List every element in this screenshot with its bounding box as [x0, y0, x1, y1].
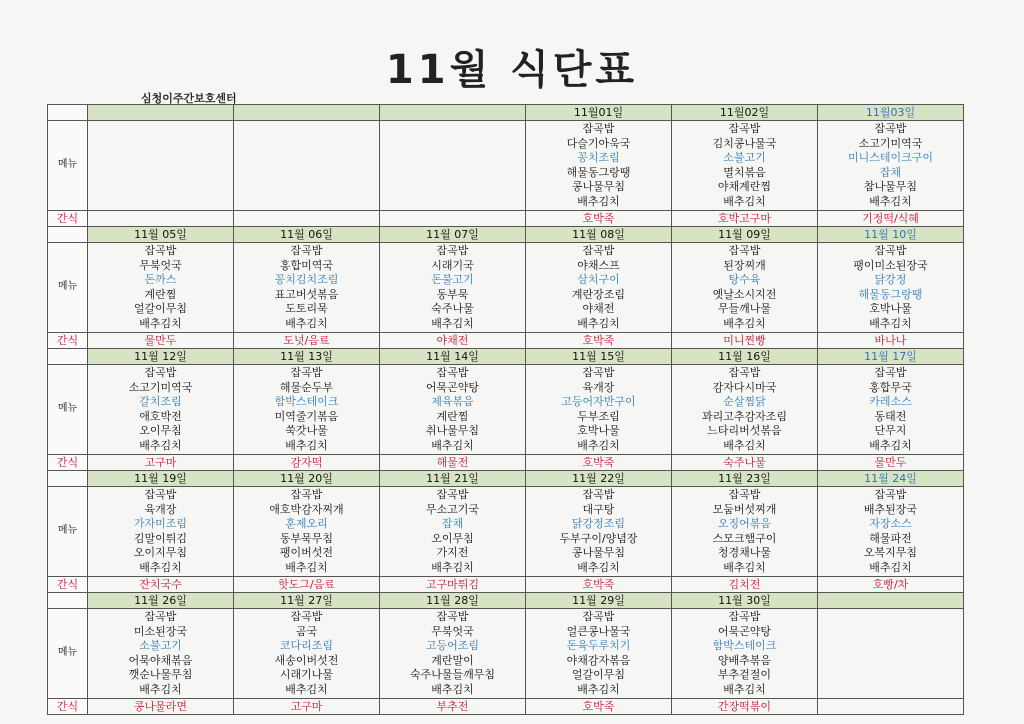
- dish-item: 팽이버섯전: [279, 546, 334, 560]
- dish-item: 삼치구이: [577, 273, 620, 287]
- menu-label: 메뉴: [48, 121, 88, 211]
- meal-table: [47, 104, 964, 715]
- dish-item: 모둠버섯찌개: [712, 502, 777, 516]
- dish-item: 잡곡밥: [874, 488, 907, 501]
- snack-row: [48, 333, 964, 349]
- dish-item: 갈치조림: [139, 395, 182, 409]
- day-menu: [672, 365, 818, 455]
- dish-item: 돈불고기: [431, 273, 474, 287]
- day-date: [818, 593, 964, 609]
- menu-row: [48, 609, 964, 699]
- dish-item: 미역줄기볶음: [274, 409, 339, 423]
- snack-row: [48, 211, 964, 227]
- snack-label: 간식: [48, 455, 88, 471]
- day-menu: [234, 609, 380, 699]
- dish-item: 대구탕: [582, 502, 615, 516]
- day-snack: [88, 211, 234, 227]
- day-snack: 호박죽: [526, 577, 672, 593]
- day-menu: [672, 121, 818, 211]
- day-menu: [818, 365, 964, 455]
- dish-item: 무들깨나물: [717, 302, 772, 316]
- dish-item: 느타리버섯볶음: [707, 424, 782, 438]
- day-menu: [672, 487, 818, 577]
- dish-item: 쑥갓나물: [285, 424, 328, 438]
- day-snack: 호박죽: [526, 211, 672, 227]
- day-date: 11월 26일: [88, 593, 234, 609]
- dish-item: 소불고기: [139, 639, 182, 653]
- snack-row: [48, 699, 964, 715]
- day-menu: [234, 365, 380, 455]
- day-date: 11월 16일: [672, 349, 818, 365]
- dish-item: 카레소스: [869, 395, 912, 409]
- dish-item: 새송이버섯전: [274, 653, 339, 667]
- dish-item: 가지전: [436, 546, 469, 560]
- menu-label: 메뉴: [48, 487, 88, 577]
- dish-item: 배추김치: [139, 560, 182, 574]
- dish-item: 멸치볶음: [723, 165, 766, 179]
- dish-item: 어묵곤약탕: [717, 624, 772, 638]
- day-menu: [234, 121, 380, 211]
- day-menu: [818, 121, 964, 211]
- dish-item: 두부조림: [577, 409, 620, 423]
- dish-item: 잡채: [879, 165, 902, 179]
- dish-item: 배추김치: [723, 194, 766, 208]
- dish-item: 참나물무침: [863, 180, 918, 194]
- dish-item: 잡곡밥: [874, 122, 907, 135]
- day-date: 11월 07일: [380, 227, 526, 243]
- dish-item: 육개장: [582, 380, 615, 394]
- dish-item: 닭강정조림: [571, 517, 626, 531]
- dish-item: 잡곡밥: [436, 488, 469, 501]
- dish-item: 된장찌개: [723, 258, 766, 272]
- dish-item: 배추김치: [723, 560, 766, 574]
- date-label-cell: [48, 227, 88, 243]
- dish-item: 소고기미역국: [858, 136, 923, 150]
- day-snack: 해물전: [380, 455, 526, 471]
- day-date: 11월 14일: [380, 349, 526, 365]
- dish-item: 순살찜닭: [723, 395, 766, 409]
- day-menu: [88, 487, 234, 577]
- dish-item: 배추김치: [431, 560, 474, 574]
- day-date: 11월 23일: [672, 471, 818, 487]
- day-menu: [380, 609, 526, 699]
- dish-item: 배추된장국: [863, 502, 918, 516]
- day-menu: [234, 243, 380, 333]
- day-snack: 고구마튀김: [380, 577, 526, 593]
- day-snack: 핫도그/음료: [234, 577, 380, 593]
- snack-label: 간식: [48, 333, 88, 349]
- dish-item: 야채감자볶음: [566, 653, 631, 667]
- dish-item: 잡곡밥: [582, 122, 615, 135]
- dish-item: 미소된장국: [133, 624, 188, 638]
- day-menu: [526, 365, 672, 455]
- dish-item: 탕수육: [728, 273, 761, 287]
- dish-item: 단무지: [874, 424, 907, 438]
- day-date: 11월 17일: [818, 349, 964, 365]
- menu-row: [48, 121, 964, 211]
- dish-item: 배추김치: [139, 682, 182, 696]
- dish-item: 숙주나물: [431, 302, 474, 316]
- dish-item: 잡곡밥: [144, 366, 177, 379]
- day-snack: 야채전: [380, 333, 526, 349]
- dish-item: 꽁치김치조림: [274, 273, 339, 287]
- dish-item: 잡곡밥: [144, 488, 177, 501]
- day-menu: [818, 487, 964, 577]
- dish-item: 콩나물무침: [571, 180, 626, 194]
- dish-item: 잡곡밥: [874, 366, 907, 379]
- day-menu: [526, 487, 672, 577]
- dish-item: 계란찜: [436, 409, 469, 423]
- day-date: 11월 21일: [380, 471, 526, 487]
- dish-item: 야채전: [582, 302, 615, 316]
- dish-item: 잡곡밥: [582, 488, 615, 501]
- dish-item: 스모크햄구이: [712, 531, 777, 545]
- dish-item: 닭강정: [874, 273, 907, 287]
- dish-item: 배추김치: [723, 682, 766, 696]
- dish-item: 배추김치: [869, 560, 912, 574]
- dish-item: 김말이튀김: [133, 531, 188, 545]
- day-date: 11월 22일: [526, 471, 672, 487]
- dish-item: 깻순나물무침: [128, 668, 193, 682]
- dish-item: 잡곡밥: [582, 610, 615, 623]
- dish-item: 잡곡밥: [290, 488, 323, 501]
- dish-item: 훈제오리: [285, 517, 328, 531]
- dish-item: 무북엇국: [431, 624, 474, 638]
- dish-item: 돈육두루치기: [566, 639, 631, 653]
- dish-item: 오복지무침: [863, 546, 918, 560]
- dish-item: 잡곡밥: [436, 366, 469, 379]
- dish-item: 다슬기아욱국: [566, 136, 631, 150]
- dish-item: 해물동그랑땡: [858, 287, 923, 301]
- dish-item: 얼갈이무침: [133, 302, 188, 316]
- dish-item: 배추김치: [285, 316, 328, 330]
- dish-item: 소불고기: [723, 151, 766, 165]
- day-menu: [380, 243, 526, 333]
- day-menu: [818, 243, 964, 333]
- dish-item: 잡곡밥: [436, 610, 469, 623]
- dish-item: 배추김치: [869, 438, 912, 452]
- day-menu: [526, 121, 672, 211]
- day-snack: 부추전: [380, 699, 526, 715]
- day-date: [88, 105, 234, 121]
- dish-item: 고등어자반구이: [561, 395, 636, 409]
- date-row: [48, 105, 964, 121]
- day-date: 11월 08일: [526, 227, 672, 243]
- dish-item: 무소고기국: [425, 502, 480, 516]
- dish-item: 곰국: [295, 624, 318, 638]
- dish-item: 잡곡밥: [290, 366, 323, 379]
- dish-item: 도토리묵: [285, 302, 328, 316]
- day-snack: 간장떡볶이: [672, 699, 818, 715]
- dish-item: 돈까스: [144, 273, 177, 287]
- dish-item: 얼갈이무침: [571, 668, 626, 682]
- day-date: 11월 29일: [526, 593, 672, 609]
- dish-item: 표고버섯볶음: [274, 287, 339, 301]
- dish-item: 배추김치: [431, 316, 474, 330]
- day-date: 11월 19일: [88, 471, 234, 487]
- dish-item: 얼큰콩나물국: [566, 624, 631, 638]
- dish-item: 배추김치: [431, 438, 474, 452]
- dish-item: 꽈리고추감자조림: [701, 409, 787, 423]
- day-date: 11월 09일: [672, 227, 818, 243]
- day-snack: 호빵/차: [818, 577, 964, 593]
- day-menu: [526, 243, 672, 333]
- day-menu: [88, 609, 234, 699]
- day-snack: 고구마: [234, 699, 380, 715]
- dish-item: 배추김치: [869, 316, 912, 330]
- dish-item: 잡곡밥: [582, 244, 615, 257]
- dish-item: 잡곡밥: [144, 244, 177, 257]
- dish-item: 배추김치: [285, 438, 328, 452]
- dish-item: 홍합무국: [869, 380, 912, 394]
- day-date: 11월02일: [672, 105, 818, 121]
- dish-item: 함박스테이크: [274, 395, 339, 409]
- dish-item: 제육볶음: [431, 395, 474, 409]
- dish-item: 무북엇국: [139, 258, 182, 272]
- day-menu: [672, 243, 818, 333]
- dish-item: 계란찜: [144, 287, 177, 301]
- day-snack: 물만두: [88, 333, 234, 349]
- dish-item: 계란말이: [431, 653, 474, 667]
- day-date: 11월 20일: [234, 471, 380, 487]
- dish-item: 감자다시마국: [712, 380, 777, 394]
- day-snack: 도넛/음료: [234, 333, 380, 349]
- menu-label: 메뉴: [48, 365, 88, 455]
- dish-item: 잡곡밥: [728, 244, 761, 257]
- menu-row: [48, 487, 964, 577]
- dish-item: 잡곡밥: [290, 244, 323, 257]
- dish-item: 잡곡밥: [728, 610, 761, 623]
- menu-row: [48, 243, 964, 333]
- day-snack: 물만두: [818, 455, 964, 471]
- day-menu: [234, 487, 380, 577]
- day-snack: 잔치국수: [88, 577, 234, 593]
- dish-item: 애호박전: [139, 409, 182, 423]
- dish-item: 애호박감자찌개: [269, 502, 344, 516]
- center-name: 심청이주간보호센터: [141, 92, 237, 105]
- snack-label: 간식: [48, 699, 88, 715]
- day-date: [380, 105, 526, 121]
- dish-item: 배추김치: [139, 438, 182, 452]
- day-date: [234, 105, 380, 121]
- day-date: 11월 06일: [234, 227, 380, 243]
- day-snack: 바나나: [818, 333, 964, 349]
- dish-item: 고등어조림: [425, 639, 480, 653]
- dish-item: 시래기국: [431, 258, 474, 272]
- day-date: 11월 30일: [672, 593, 818, 609]
- dish-item: 잡곡밥: [874, 244, 907, 257]
- dish-item: 시래기나물: [279, 668, 334, 682]
- day-snack: [234, 211, 380, 227]
- dish-item: 배추김치: [285, 682, 328, 696]
- day-snack: 김치전: [672, 577, 818, 593]
- day-snack: 미니찐빵: [672, 333, 818, 349]
- dish-item: 배추김치: [577, 560, 620, 574]
- day-menu: [88, 121, 234, 211]
- day-snack: [380, 211, 526, 227]
- dish-item: 잡곡밥: [728, 122, 761, 135]
- dish-item: 잡곡밥: [728, 366, 761, 379]
- dish-item: 잡곡밥: [728, 488, 761, 501]
- date-row: [48, 349, 964, 365]
- day-menu: [380, 365, 526, 455]
- day-snack: 감자떡: [234, 455, 380, 471]
- dish-item: 잡곡밥: [436, 244, 469, 257]
- day-snack: 숙주나물: [672, 455, 818, 471]
- dish-item: 배추김치: [577, 194, 620, 208]
- day-menu: [88, 365, 234, 455]
- dish-item: 잡채: [441, 517, 464, 531]
- dish-item: 동부묵무침: [279, 531, 334, 545]
- date-label-cell: [48, 471, 88, 487]
- dish-item: 미니스테이크구이: [847, 151, 933, 165]
- dish-item: 자장소스: [869, 517, 912, 531]
- dish-item: 배추김치: [577, 682, 620, 696]
- day-date: 11월 12일: [88, 349, 234, 365]
- dish-item: 콩나물무침: [571, 546, 626, 560]
- dish-item: 잡곡밥: [290, 610, 323, 623]
- dish-item: 동부묵: [436, 287, 469, 301]
- dish-item: 배추김치: [577, 438, 620, 452]
- dish-item: 양배추볶음: [717, 653, 772, 667]
- dish-item: 야채계란찜: [717, 180, 772, 194]
- day-snack: 호박죽: [526, 333, 672, 349]
- day-date: 11월 13일: [234, 349, 380, 365]
- dish-item: 오징어볶음: [717, 517, 772, 531]
- dish-item: 잡곡밥: [144, 610, 177, 623]
- dish-item: 해물동그랑땡: [566, 165, 631, 179]
- dish-item: 청경채나물: [717, 546, 772, 560]
- dish-item: 오이무침: [139, 424, 182, 438]
- day-snack: 호박고구마: [672, 211, 818, 227]
- day-date: 11월03일: [818, 105, 964, 121]
- dish-item: 호박나물: [577, 424, 620, 438]
- snack-row: [48, 455, 964, 471]
- dish-item: 어묵야채볶음: [128, 653, 193, 667]
- dish-item: 해물순두부: [279, 380, 334, 394]
- dish-item: 가자미조림: [133, 517, 188, 531]
- date-label-cell: [48, 105, 88, 121]
- dish-item: 꽁치조림: [577, 151, 620, 165]
- date-row: [48, 471, 964, 487]
- dish-item: 팽이미소된장국: [853, 258, 928, 272]
- day-date: 11월 27일: [234, 593, 380, 609]
- dish-item: 오이지무침: [133, 546, 188, 560]
- day-date: 11월 24일: [818, 471, 964, 487]
- dish-item: 배추김치: [285, 560, 328, 574]
- snack-label: 간식: [48, 577, 88, 593]
- day-snack: [818, 699, 964, 715]
- dish-item: 오이무침: [431, 531, 474, 545]
- snack-row: [48, 577, 964, 593]
- menu-label: 메뉴: [48, 243, 88, 333]
- day-menu: [88, 243, 234, 333]
- day-date: 11월 28일: [380, 593, 526, 609]
- date-label-cell: [48, 349, 88, 365]
- dish-item: 해물파전: [869, 531, 912, 545]
- day-menu: [380, 487, 526, 577]
- dish-item: 코다리조림: [279, 639, 334, 653]
- day-date: 11월01일: [526, 105, 672, 121]
- day-snack: 호박죽: [526, 455, 672, 471]
- day-snack: 호박죽: [526, 699, 672, 715]
- dish-item: 옛날소시지전: [712, 287, 777, 301]
- dish-item: 함박스테이크: [712, 639, 777, 653]
- menu-row: [48, 365, 964, 455]
- dish-item: 계란장조림: [571, 287, 626, 301]
- dish-item: 취나물무침: [425, 424, 480, 438]
- day-menu: [672, 609, 818, 699]
- dish-item: 배추김치: [139, 316, 182, 330]
- dish-item: 배추김치: [431, 682, 474, 696]
- dish-item: 배추김치: [869, 194, 912, 208]
- date-row: [48, 593, 964, 609]
- day-date: 11월 15일: [526, 349, 672, 365]
- day-date: 11월 05일: [88, 227, 234, 243]
- day-menu: [526, 609, 672, 699]
- day-date: 11월 10일: [818, 227, 964, 243]
- day-menu: [818, 609, 964, 699]
- snack-label: 간식: [48, 211, 88, 227]
- dish-item: 부추겉절이: [717, 668, 772, 682]
- dish-item: 배추김치: [577, 316, 620, 330]
- menu-label: 메뉴: [48, 609, 88, 699]
- day-menu: [380, 121, 526, 211]
- dish-item: 두부구이/양념장: [559, 531, 638, 545]
- dish-item: 배추김치: [723, 438, 766, 452]
- dish-item: 잡곡밥: [582, 366, 615, 379]
- dish-item: 어묵곤약탕: [425, 380, 480, 394]
- dish-item: 배추김치: [723, 316, 766, 330]
- date-row: [48, 227, 964, 243]
- dish-item: 육개장: [144, 502, 177, 516]
- page-title: 11월 식단표: [385, 47, 639, 93]
- date-label-cell: [48, 593, 88, 609]
- day-snack: 기정떡/식혜: [818, 211, 964, 227]
- dish-item: 호박나물: [869, 302, 912, 316]
- dish-item: 소고기미역국: [128, 380, 193, 394]
- day-snack: 고구마: [88, 455, 234, 471]
- dish-item: 숙주나물들깨무침: [409, 668, 495, 682]
- dish-item: 홍합미역국: [279, 258, 334, 272]
- dish-item: 김치콩나물국: [712, 136, 777, 150]
- day-snack: 콩나물라면: [88, 699, 234, 715]
- dish-item: 야채스프: [577, 258, 620, 272]
- dish-item: 동태전: [874, 409, 907, 423]
